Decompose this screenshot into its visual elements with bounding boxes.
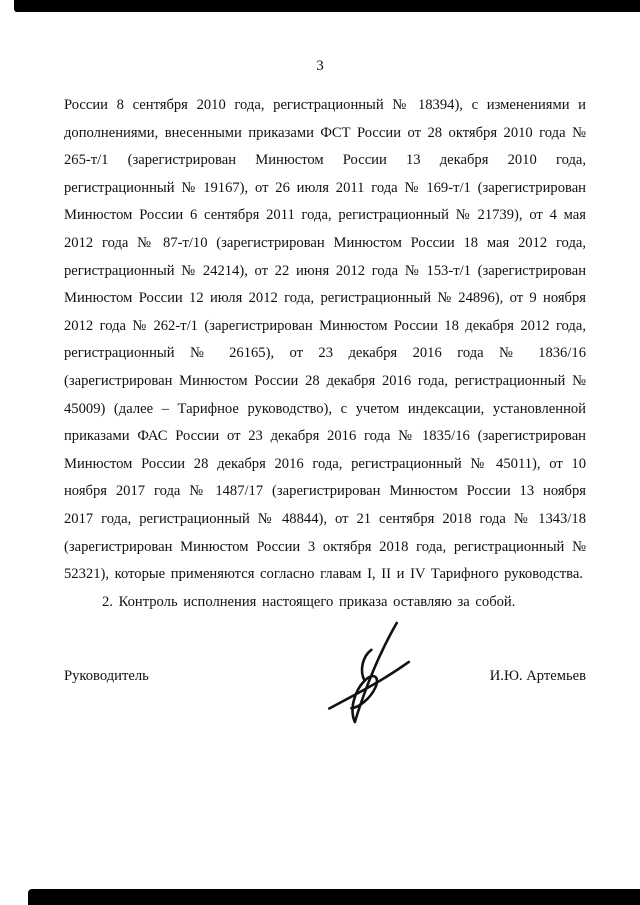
body-paragraph: России 8 сентября 2010 года, регистрационный № 18394), с изменениями и дополнениями, внесенными приказами ФСТ России от 28 октября 2010 года № 265-т/1 (зарегистрирован Минюстом России 13 декабря 2010 года, регистрационный № 19167), от 26 июля 2011 года № 169-т/1 (зарегистрирован Минюстом России 6 сентября 2011 года, регистрационный № 21739), от 4 мая 2012 года № 87-т/10 (зарегистрирован Минюстом России 18 мая 2012 года, регистрационный № 24214), от 22 июня 2012 года № 153-т/1 (зарегистрирован Минюстом России 12 июля 2012 года, регистрационный № 24896), от 9 ноября 2012 года № 262-т/1 (зарегистрирован Минюстом России 18 декабря 2012 года, регистрационный № 26165), от 23 декабря 2016 года № 1836/16 (зарегистрирован Минюстом России 28 декабря 2016 года, регистрационный № 45009) (далее – Тарифное руководство), с учетом индексации, установленной приказами ФАС России от 23 декабря 2016 года № 1835/16 (зарегистрирован Минюстом России 28 декабря 2016 года, регистрационный № 45011), от 10 ноября 2017 года № 1487/17 (зарегистрирован Минюстом России 13 ноября 2017 года, регистрационный № 48844), от 21 сентября 2018 года № 1343/18 (зарегистрирован Минюстом России 3 октября 2018 года, регистрационный № 52321), которые применяются согласно главам I, II и IV Тарифного руководства. xyxy=(64,97,586,583)
scan-artifact-bottom xyxy=(28,889,640,905)
signature-image xyxy=(301,614,442,737)
signatory-title: Руководитель xyxy=(64,668,149,684)
scan-artifact-top xyxy=(14,0,640,12)
control-paragraph: 2. Контроль исполнения настоящего приказа оставляю за собой. xyxy=(102,593,516,610)
page-number: 3 xyxy=(316,58,324,74)
document-body xyxy=(64,92,586,616)
signatory-name: И.Ю. Артемьев xyxy=(489,668,586,684)
